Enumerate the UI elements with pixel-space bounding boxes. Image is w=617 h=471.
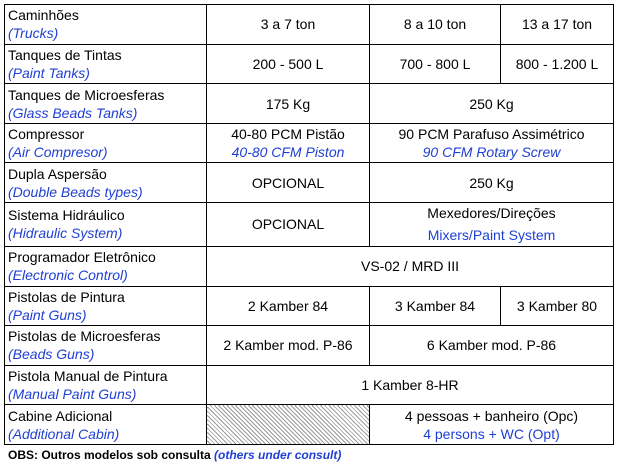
- footnote-pt: OBS: Outros modelos sob consulta: [8, 448, 215, 462]
- label-pt: Pistola Manual de Pintura: [8, 368, 168, 385]
- cell-electronic-control: VS-02 / MRD III: [207, 246, 614, 286]
- cell-paint-tanks-medium: 700 - 800 L: [370, 44, 501, 84]
- cell-paint-guns-small: 2 Kamber 84: [207, 286, 370, 326]
- table-row-beads-guns: [5, 326, 614, 366]
- table-row-electronic-control: [5, 246, 614, 286]
- value-en: 40-80 CFM Piston: [231, 144, 345, 161]
- label-en: (Paint Tanks): [8, 64, 90, 81]
- table-row-double-beads: [5, 163, 614, 203]
- label-pt: Tanques de Tintas: [8, 46, 122, 63]
- label-pt: Sistema Hidráulico: [8, 207, 125, 224]
- value-en: 4 persons + WC (Opt): [423, 425, 560, 442]
- label-en: (Additional Cabin): [8, 425, 120, 442]
- cell-trucks-medium: 8 a 10 ton: [370, 5, 501, 45]
- specifications-table: [4, 4, 614, 445]
- cell-hydraulic-large: [370, 203, 614, 247]
- row-label-paint-guns: [5, 286, 207, 326]
- label-en: (Beads Guns): [8, 346, 95, 363]
- table-row-glass-beads-tanks: [5, 84, 614, 124]
- label-en: (Air Compresor): [8, 144, 108, 161]
- cell-compressor-piston: [207, 123, 370, 163]
- value-pt: 90 PCM Parafuso Assimétrico: [398, 126, 585, 143]
- footnote-en: (others under consult): [214, 448, 342, 462]
- value-pt: 4 pessoas + banheiro (Opc): [404, 407, 579, 424]
- label-pt: Dupla Aspersão: [8, 165, 107, 182]
- cell-beads-guns-small: 2 Kamber mod. P-86: [207, 326, 370, 366]
- row-label-electronic-control: [5, 246, 207, 286]
- label-en: (Hidraulic System): [8, 225, 123, 242]
- value-pt: Mexedores/Direções: [427, 205, 556, 222]
- value-en: Mixers/Paint System: [427, 227, 556, 244]
- label-pt: Compressor: [8, 126, 85, 143]
- row-label-trucks: [5, 5, 207, 45]
- label-pt: Cabine Adicional: [8, 407, 113, 424]
- row-label-manual-paint-guns: [5, 365, 207, 405]
- cell-paint-tanks-large: 800 - 1.200 L: [501, 44, 614, 84]
- cell-compressor-screw: [370, 123, 614, 163]
- label-en: (Electronic Control): [8, 267, 128, 284]
- cell-double-beads-large: 250 Kg: [370, 163, 614, 203]
- table-row-manual-paint-guns: [5, 365, 614, 405]
- cell-paint-guns-large: 3 Kamber 80: [501, 286, 614, 326]
- table-row-paint-guns: [5, 286, 614, 326]
- row-label-paint-tanks: [5, 44, 207, 84]
- cell-beads-guns-large: 6 Kamber mod. P-86: [370, 326, 614, 366]
- label-pt: Programador Eletrônico: [8, 249, 156, 266]
- value-pt: 40-80 PCM Pistão: [231, 126, 345, 143]
- value-en: 90 CFM Rotary Screw: [422, 144, 561, 161]
- label-pt: Caminhões: [8, 7, 79, 24]
- cell-not-available-hatched: [207, 405, 370, 445]
- table-row-compressor: [5, 123, 614, 163]
- label-pt: Pistolas de Pintura: [8, 288, 125, 305]
- row-label-double-beads: [5, 163, 207, 203]
- cell-glass-beads-large: 250 Kg: [370, 84, 614, 124]
- table-row-trucks: [5, 5, 614, 45]
- row-label-beads-guns: [5, 326, 207, 366]
- cell-paint-tanks-small: 200 - 500 L: [207, 44, 370, 84]
- label-en: (Glass Beads Tanks): [8, 104, 138, 121]
- label-en: (Double Beads types): [8, 183, 143, 200]
- table-row-hydraulic-system: [5, 203, 614, 247]
- row-label-compressor: [5, 123, 207, 163]
- table-row-paint-tanks: [5, 44, 614, 84]
- label-en: (Trucks): [8, 25, 59, 42]
- footnote: [8, 448, 341, 462]
- row-label-glass-beads-tanks: [5, 84, 207, 124]
- cell-hydraulic-small: OPCIONAL: [207, 203, 370, 247]
- label-pt: Tanques de Microesferas: [8, 86, 165, 103]
- row-label-hydraulic-system: [5, 203, 207, 247]
- table-row-additional-cabin: [5, 405, 614, 445]
- cell-additional-cabin: [370, 405, 614, 445]
- cell-trucks-large: 13 a 17 ton: [501, 5, 614, 45]
- label-pt: Pistolas de Microesferas: [8, 328, 161, 345]
- cell-trucks-small: 3 a 7 ton: [207, 5, 370, 45]
- cell-glass-beads-small: 175 Kg: [207, 84, 370, 124]
- label-en: (Paint Guns): [8, 306, 87, 323]
- cell-paint-guns-medium: 3 Kamber 84: [370, 286, 501, 326]
- row-label-additional-cabin: [5, 405, 207, 445]
- cell-double-beads-small: OPCIONAL: [207, 163, 370, 203]
- cell-manual-paint-guns: 1 Kamber 8-HR: [207, 365, 614, 405]
- label-en: (Manual Paint Guns): [8, 386, 137, 403]
